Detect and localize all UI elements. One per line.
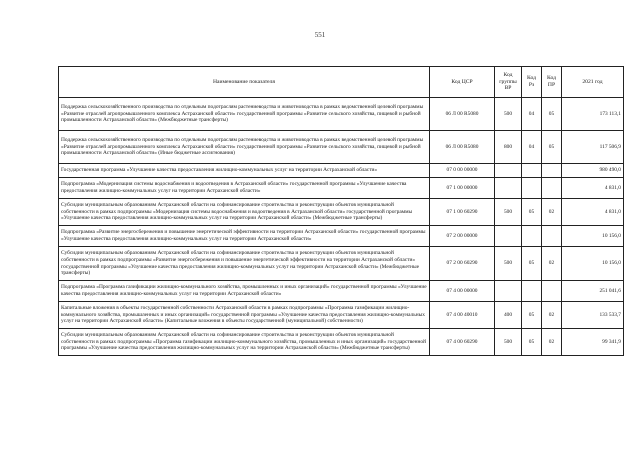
row-name: Поддержка сельскохозяйственного производства по отдельным подотраслям растениеводства и животноводства в рамках ведомственной целевой программы «Развитие отраслей агропромышленного комплекса Астраханской области» государственной программы «Развитие сельского хозяйства, пищевой и рыбной промышленности Астраханской области» (Иные бюджетные ассигнования) [59,131,430,164]
row-pr: 02 [542,302,562,329]
row-pr: 02 [542,329,562,356]
row-vr [495,226,522,247]
row-rz: 05 [522,329,542,356]
row-name: Государственная программа «Улучшение качества предоставления жилищно-коммунальных услуг на территории Астраханской области» [59,164,430,178]
row-name: Субсидии муниципальным образованиям Астраханской области на софинансирование строительства и реконструкции объектов муниципальной собственности в рамках подпрограммы «Развитие энергосбережения и повышение энергетической эффективности на территории Астраханской области» государственной программы «Улучшение качества предоставления жилищно-коммунальных услуг на территории Астраханской области» (Межбюджетные трансферты) [59,247,430,281]
header-name: Наименование показателя [59,67,430,98]
row-vr: 500 [495,98,522,131]
row-rz [522,178,542,199]
table-row [59,178,624,199]
table-row [59,329,624,356]
row-amount: 980 490,0 [562,164,624,178]
row-rz: 05 [522,302,542,329]
row-pr [542,178,562,199]
header-pr: Код ПР [542,67,562,98]
row-amount: 251 041,6 [562,281,624,302]
row-pr [542,226,562,247]
row-name: Субсидии муниципальным образованиям Астраханской области на софинансирование строительства и реконструкции объектов муниципальной собственности в рамках подпрограммы «Модернизация системы водоснабжения и водоотведения в Астраханской области» государственной программы «Улучшение качества предоставления жилищно-коммунальных услуг на территории Астраханской области» (Межбюджетные трансферты) [59,199,430,226]
row-csr: 06 Л 00 R5080 [430,98,495,131]
row-csr: 06 Л 00 R5080 [430,131,495,164]
row-name: Подпрограмма «Модернизация системы водоснабжения и водоотведения в Астраханской области» государственной программы «Улучшение качества предоставления жилищно-коммунальных услуг на территории Астраханской области» [59,178,430,199]
row-name: Подпрограмма «Программа газификации жилищно-коммунального хозяйства, промышленных и иных организаций» государственной программы «Улучшение качества предоставления жилищно-коммунальных услуг на территории Астраханской области» [59,281,430,302]
row-csr: 07 2 00 60290 [430,247,495,281]
row-csr: 07 0 00 00000 [430,164,495,178]
table-row [59,247,624,281]
row-csr: 07 4 00 40010 [430,302,495,329]
table-row [59,281,624,302]
row-amount: 4 831,0 [562,178,624,199]
row-pr: 02 [542,247,562,281]
table-row [59,199,624,226]
row-rz: 04 [522,98,542,131]
row-pr [542,281,562,302]
row-csr: 07 4 00 60290 [430,329,495,356]
header-year: 2021 год [562,67,624,98]
row-vr: 500 [495,199,522,226]
row-rz: 05 [522,199,542,226]
row-name: Капитальные вложения в объекты государственной собственности Астраханской области в рамках подпрограммы «Программа газификации жилищно-коммунального хозяйства, промышленных и иных организаций» государственной программы «Улучшение качества предоставления жилищно-коммунальных услуг на территории Астраханской области» (Капитальные вложения в объекты государственной (муниципальной) собственности) [59,302,430,329]
row-name: Субсидии муниципальным образованиям Астраханской области на софинансирование строительства и реконструкции объектов муниципальной собственности в рамках подпрограммы «Программа газификации жилищно-коммунального хозяйства, промышленных и иных организаций» государственной программы «Улучшение качества предоставления жилищно-коммунальных услуг на территории Астраханской области» (Межбюджетные трансферты) [59,329,430,356]
row-pr: 02 [542,199,562,226]
row-vr: 800 [495,131,522,164]
budget-table [58,66,624,356]
row-pr: 05 [542,98,562,131]
row-amount: 173 113,1 [562,98,624,131]
row-rz [522,281,542,302]
row-csr: 07 2 00 00000 [430,226,495,247]
row-vr: 500 [495,329,522,356]
row-amount: 99 341,9 [562,329,624,356]
row-vr [495,178,522,199]
row-rz: 05 [522,247,542,281]
row-vr [495,164,522,178]
row-amount: 10 156,0 [562,226,624,247]
header-vr: Код группы ВР [495,67,522,98]
row-vr [495,281,522,302]
header-csr: Код ЦСР [430,67,495,98]
row-name: Поддержка сельскохозяйственного производства по отдельным подотраслям растениеводства и животноводства в рамках ведомственной целевой программы «Развитие отраслей агропромышленного комплекса Астраханской области» государственной программы «Развитие сельского хозяйства, пищевой и рыбной промышленности Астраханской области» (Межбюджетные трансферты) [59,98,430,131]
header-row [59,67,624,98]
row-rz: 04 [522,131,542,164]
row-vr: 400 [495,302,522,329]
row-csr: 07 4 00 00000 [430,281,495,302]
row-amount: 133 533,7 [562,302,624,329]
table-row [59,164,624,178]
row-csr: 07 1 00 60290 [430,199,495,226]
row-pr [542,164,562,178]
header-rz: Код Рз [522,67,542,98]
row-rz [522,164,542,178]
row-amount: 4 831,0 [562,199,624,226]
row-rz [522,226,542,247]
row-vr: 500 [495,247,522,281]
table-row [59,226,624,247]
row-pr: 05 [542,131,562,164]
row-name: Подпрограмма «Развитие энергосбережения и повышение энергетической эффективности на территории Астраханской области» государственной программы «Улучшение качества предоставления жилищно-коммунальных услуг на территории Астраханской области» [59,226,430,247]
page-number: 551 [314,31,326,39]
row-amount: 10 156,0 [562,247,624,281]
table-row [59,131,624,164]
table-row [59,98,624,131]
row-amount: 117 506,9 [562,131,624,164]
table-row [59,302,624,329]
row-csr: 07 1 00 00000 [430,178,495,199]
